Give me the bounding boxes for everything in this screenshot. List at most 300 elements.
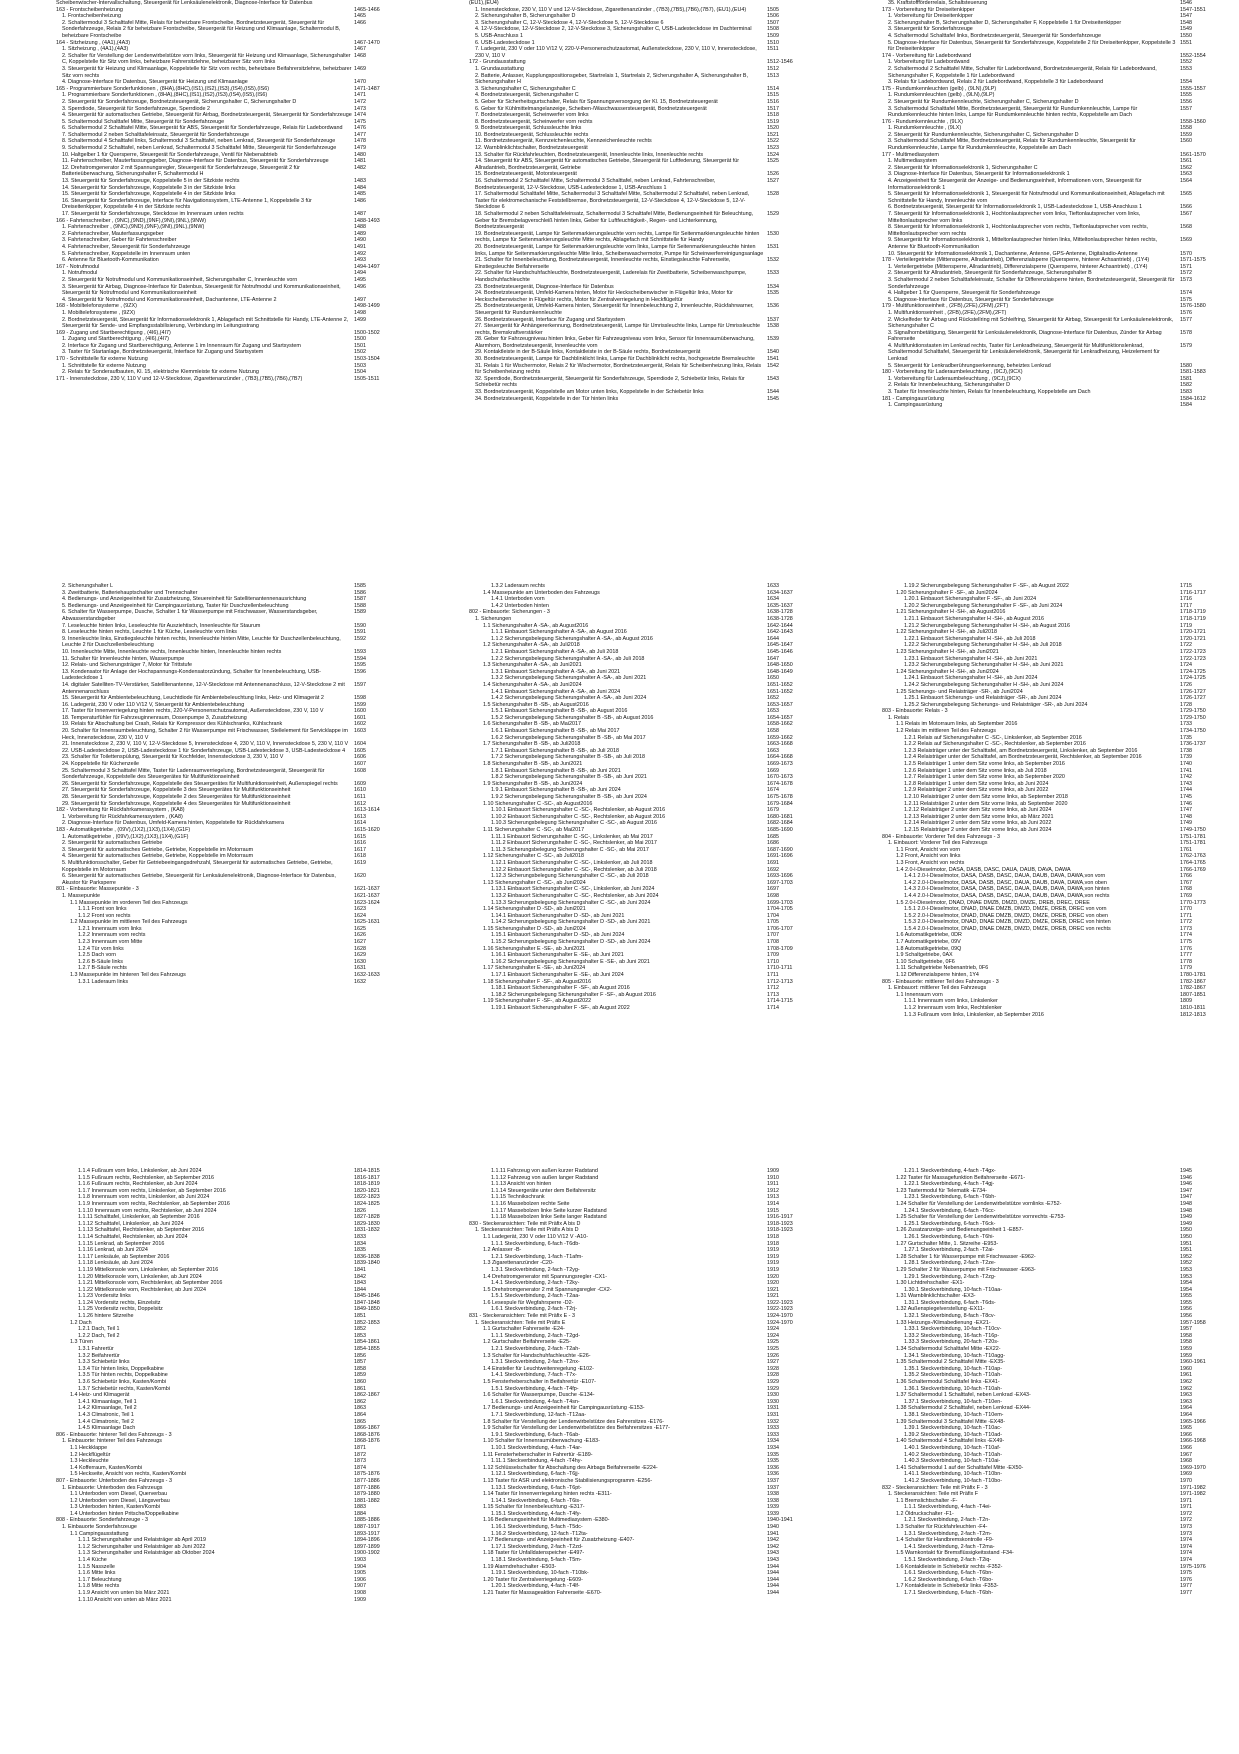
toc-entry — [826, 754, 1236, 761]
toc-entry-title: 171 - Innensteckdose, 230 V, 110 V und 12-V-Steckdose, Zigarettenanzünder , (7B3),(7B5),(7B6),(7B7) — [56, 375, 303, 382]
toc-entry-title: 1.1.12 Fahrzeug von außen langer Radstand — [491, 1174, 599, 1181]
toc-entry — [413, 629, 823, 636]
toc-entry-title: 2. Schaltermodul 3 Schalttafel Mitte, Relais für beheizbare Frontscheibe, Bordnetzsteuergerät, Steuergerät für Sonderfahrzeuge, Relais 2 für beheizbare Frontscheibe, Steuergerät für Heizung und Klimaanlage, Schaltermodul B, beheizbare Frontscheibe — [62, 19, 341, 39]
toc-entry — [413, 1208, 823, 1215]
toc-entry-page: 1568 — [1180, 224, 1192, 231]
toc-entry — [0, 1168, 410, 1175]
toc-entry-title: 1.1.19 Mittelkonsole vorn, Linkslenker, ab September 2016 — [78, 1266, 219, 1273]
toc-entry-page: 1780-1781 — [1180, 972, 1206, 979]
toc-entry-title: 9. Bordnetzsteuergerät, Schlussleuchte links — [475, 125, 582, 132]
toc-entry-page: 1926 — [767, 1352, 779, 1359]
toc-panel-3 — [826, 0, 1236, 570]
toc-entry-title: 179 - Multifunktionseinheit , (2FB),(2FE),(2FM),(2FT) — [882, 303, 1009, 310]
toc-entry-title: 12. Warnblinklichtschalter, Bordnetzsteuergerät — [475, 145, 588, 152]
toc-entry-title: 2. Diagnose-Interface für Datenbus, Umfeld-Kamera hinten, Koppelstelle für Rückfahrkamera — [62, 820, 285, 827]
toc-entry-title: 1. Grundausstattung — [475, 65, 524, 72]
toc-entry — [0, 349, 410, 356]
toc-entry-page: 1971-1982 — [1180, 1484, 1206, 1491]
toc-entry-title: 1.29.1 Steckverbindung, 2-fach -T2zg- — [904, 1273, 996, 1280]
toc-entry-title: 4. Anzeigeeinheit für Steuergerät der Anzeige- und Bedienungseinheit, Informationen vorn, Steuergerät für Informationselektronik 1 — [888, 178, 1142, 191]
toc-entry-page: 1500-1502 — [354, 329, 380, 336]
toc-entry — [413, 834, 823, 841]
toc-entry-page: 1479 — [354, 145, 366, 152]
toc-entry-title: 1. Vorbereitung für Laderaumbeleuchtung , (9CJ),(9CX) — [888, 375, 1021, 382]
toc-entry-page: 1953 — [1180, 1273, 1192, 1280]
toc-entry — [413, 1313, 823, 1320]
toc-entry-page: 1522 — [767, 138, 779, 145]
toc-entry — [826, 237, 1236, 250]
toc-entry-page: 1691-1696 — [767, 853, 793, 860]
toc-entry — [413, 1287, 823, 1294]
toc-entry-title: 1.18.1 Steckverbindung, 5-fach -T5m- — [491, 1557, 582, 1564]
toc-entry-page: 1724-1725 — [1180, 675, 1206, 682]
toc-entry — [413, 794, 823, 801]
toc-entry — [413, 1471, 823, 1478]
toc-entry — [413, 695, 823, 702]
toc-entry — [826, 1359, 1236, 1366]
toc-entry-page: 1648-1649 — [767, 668, 793, 675]
toc-entry-page: 1944 — [767, 1563, 779, 1570]
toc-entry — [413, 1379, 823, 1386]
toc-entry-title: 1.1.23 Vordersitz links — [78, 1293, 131, 1300]
toc-entry-page: 1506 — [767, 13, 779, 20]
toc-entry — [826, 741, 1236, 748]
toc-entry-page: 1947 — [1180, 1187, 1192, 1194]
toc-entry-title: 1.4 Unterboden hinten Pritsche/Doppelkabine — [70, 1510, 179, 1517]
toc-entry — [413, 1194, 823, 1201]
toc-entry-page: 1966 — [1180, 1431, 1192, 1438]
toc-entry-title: 1.6.1 Einbauort Sicherungshalter B -SB-, ab Mai 2017 — [491, 728, 620, 735]
toc-entry — [826, 715, 1236, 722]
toc-entry — [826, 297, 1236, 304]
toc-entry — [826, 1313, 1236, 1320]
toc-entry — [0, 1419, 410, 1426]
toc-entry-page: 1540 — [767, 349, 779, 356]
toc-entry-page: 1922-1923 — [767, 1299, 793, 1306]
toc-entry-page: 1883 — [354, 1504, 366, 1511]
toc-entry-title: 1.13.1 Einbauort Sicherungshalter C -SC-, Linkslenker, ab Juni 2024 — [491, 886, 655, 893]
toc-entry-title: 169 - Zugang und Startberechtigung , (4I6),(4I7) — [56, 329, 171, 336]
toc-entry-title: 1.38.1 Steckverbindung, 10-fach -T10em- — [904, 1411, 1004, 1418]
toc-entry-title: 6. Antenne für Bluetooth-Kommunikation — [62, 257, 159, 264]
toc-entry — [413, 656, 823, 663]
toc-entry-title: 1.1.14 Schalttafel, Rechtslenker, ab Juni 2024 — [78, 1233, 188, 1240]
toc-entry-page: 1650 — [767, 675, 779, 682]
toc-entry — [413, 112, 823, 119]
toc-entry-page: 1729-1750 — [1180, 714, 1206, 721]
toc-entry — [0, 669, 410, 682]
toc-entry-title: 6. Geber für Kühlmittelmangelanzeige, Scheiben-/Waschwassersteuergerät, Bordnetzsteuergerät — [475, 105, 707, 112]
toc-entry — [0, 636, 410, 649]
toc-entry — [0, 224, 410, 231]
toc-entry-page: 1508 — [767, 26, 779, 33]
toc-entry — [0, 20, 410, 40]
toc-entry-title: 1.24.1 Einbauort Sicherungshalter H -SH-, ab Juni 2024 — [904, 675, 1038, 682]
toc-entry-title: 2. Steuergerät für Rundumkennleuchte, Sicherungshalter C, Sicherungshalter D — [888, 131, 1079, 138]
toc-entry — [413, 1524, 823, 1531]
toc-entry-page: 1716 — [1180, 596, 1192, 603]
toc-entry-title: 1.11.2 Einbauort Sicherungshalter C -SC-, Rechtslenker, ab Mai 2017 — [491, 840, 657, 847]
toc-entry-page: 1864 — [354, 1411, 366, 1418]
toc-entry-page: 1975 — [1180, 1570, 1192, 1577]
toc-entry-title: 25. Bordnetzsteuergerät, Umfeld-Kamera hinten, Steuergerät für Innenbeleuchtung 2, Innenleuchte, Rückfahrwarner, Steuergerät für Rundumkennleuchte — [475, 303, 754, 316]
toc-entry-page: 1467-1470 — [354, 39, 380, 46]
toc-entry — [0, 649, 410, 656]
toc-entry — [413, 1339, 823, 1346]
toc-entry-title: 2. Batterie, Anlasser, Kupplungspositionsgeber, Startrelais 1, Startrelais 2, Sicherungshalter A, Sicherungshalter B, Sicherungshalter H — [475, 72, 748, 86]
toc-entry-page: 1962 — [1180, 1385, 1192, 1392]
toc-entry-title: 1.14 Taster für Innenverriegelung hinten rechts -E311- — [483, 1491, 612, 1498]
toc-entry-page: 1744 — [1180, 787, 1192, 794]
toc-entry — [826, 1445, 1236, 1452]
toc-entry — [413, 787, 823, 794]
toc-entry — [826, 1005, 1236, 1012]
toc-entry — [0, 603, 410, 610]
toc-entry-page: 1818-1819 — [354, 1181, 380, 1188]
toc-entry-page: 1713 — [767, 991, 779, 998]
toc-entry-page: 1530 — [767, 230, 779, 237]
toc-entry — [0, 893, 410, 900]
toc-entry-title: 1.13.3 Sicherungsbelegung Sicherungshalter C -SC-, ab Juni 2024 — [491, 899, 651, 906]
toc-entry-page: 1920 — [767, 1280, 779, 1287]
toc-entry-page: 1559 — [1180, 131, 1192, 138]
toc-entry — [826, 1511, 1236, 1518]
toc-entry — [413, 662, 823, 669]
toc-entry-page: 1733 — [1180, 721, 1192, 728]
toc-entry-title: 1.3.1 Fahrertür — [78, 1346, 114, 1353]
toc-entry-title: 1.1 Innenraum vorn — [896, 991, 943, 998]
toc-entry-page: 1547-1551 — [1180, 6, 1206, 13]
toc-entry — [413, 1511, 823, 1518]
toc-entry-title: 1. Frontscheibenheizung — [62, 13, 122, 20]
toc-entry-page: 1572 — [1180, 270, 1192, 277]
toc-entry — [0, 297, 410, 304]
toc-entry — [413, 1234, 823, 1241]
toc-entry-title: 1.1.1 Innenraum vorn links, Linkslenker — [904, 998, 998, 1005]
toc-entry-page: 1974 — [1180, 1550, 1192, 1557]
toc-entry — [413, 616, 823, 623]
toc-entry-title: 8. Bordnetzsteuergerät, Scheinwerfer vorn rechts — [475, 118, 593, 125]
toc-entry — [0, 363, 410, 370]
toc-entry-page: 1782-1867 — [1180, 978, 1206, 985]
toc-entry-title: 1.39.1 Steckverbindung, 10-fach -T10ac- — [904, 1425, 1002, 1432]
toc-entry-title: 1.13 Sicherungshalter C -SC-, ab Juni2024 — [483, 879, 586, 886]
toc-entry-page: 1975-1976 — [1180, 1563, 1206, 1570]
toc-entry-page: 1944 — [767, 1583, 779, 1590]
toc-entry-title: 1.1.2 Innenraum vorn links, Rechtslenker — [904, 1005, 1002, 1011]
toc-entry-title: 1.2 Relais im mittleren Teil des Fahrzeugs — [896, 728, 996, 735]
toc-entry-page: 1977 — [1180, 1583, 1192, 1590]
toc-entry-title: 1.3.4 Tür hinten links, Doppelkabine — [78, 1365, 164, 1372]
toc-panel-2 — [413, 0, 823, 570]
toc-entry-title: 1.5.3 2.0-l-Dieselmotor, DNAD, DNAE DMZB, DMZD, DMZE, DREB, DREC von hinten — [904, 919, 1111, 926]
toc-entry — [0, 702, 410, 709]
toc-entry — [826, 1333, 1236, 1340]
toc-entry-page: 1708-1709 — [767, 945, 793, 952]
toc-entry-page: 1964 — [1180, 1405, 1192, 1412]
toc-entry — [0, 1181, 410, 1188]
toc-entry-page: 1912 — [767, 1187, 779, 1194]
toc-entry-title: 1.40.3 Steckverbindung, 10-fach -T10ai- — [904, 1458, 1001, 1465]
toc-entry — [826, 636, 1236, 643]
toc-entry-title: 1.10.3 Sicherungsbelegung Sicherungshalter C -SC-, ab August 2016 — [491, 820, 658, 827]
toc-entry-page: 1469 — [354, 65, 366, 72]
toc-entry-title: 183 - Automatikgetriebe , (09V),(1X2),(1X3),(1X4),(G1F) — [56, 826, 191, 833]
toc-entry — [413, 1425, 823, 1432]
toc-entry-title: 1.2.1 Steckverbindung, 1-fach -T1afm- — [491, 1253, 583, 1260]
toc-entry-page: 1582 — [1180, 382, 1192, 389]
toc-entry — [826, 1306, 1236, 1313]
toc-entry-page: 1510 — [767, 39, 779, 46]
toc-entry — [0, 741, 410, 748]
toc-entry-title: 3. Zweitbatterie, Batteriehauptschalter und Trennschalter — [62, 589, 198, 596]
toc-entry-page: 1939 — [767, 1510, 779, 1517]
toc-entry-page: 1664-1668 — [767, 754, 793, 761]
toc-entry — [826, 7, 1236, 14]
toc-entry-page: 1612 — [354, 800, 366, 807]
toc-entry — [0, 237, 410, 244]
toc-entry-page: 1918 — [767, 1233, 779, 1240]
toc-entry — [413, 867, 823, 874]
toc-entry-page: 1630 — [354, 958, 366, 965]
toc-entry-page: 1849-1850 — [354, 1306, 380, 1313]
toc-entry-page: 1621-1637 — [354, 886, 380, 893]
toc-entry — [826, 1399, 1236, 1406]
toc-entry-page: 1712-1713 — [767, 978, 793, 985]
toc-entry — [413, 1412, 823, 1419]
toc-entry-title: 1.2.6 B-Säule links — [78, 958, 123, 965]
toc-entry — [413, 290, 823, 303]
toc-entry-page: 1632-1633 — [354, 972, 380, 979]
toc-entry-title: 808 - Einbauorte: Sonderfahrzeuge - 3 — [56, 1517, 149, 1524]
toc-entry — [826, 1339, 1236, 1346]
toc-entry-page: 1974 — [1180, 1537, 1192, 1544]
toc-entry-title: 33. Bordnetzsteuergerät, Koppelstelle am Motor unten links, Koppelstelle in der Schiebetür links — [475, 389, 704, 396]
toc-entry-title: 3. Schaltermodul Schalttafel Mitte, Bordnetzsteuergerät, Relais für Rundumkennleuchte, Steuergerät für Rundumkennleuchte, Lampe für Rundumkennleuchte, Koppelstelle am Dach — [888, 138, 1136, 152]
toc-entry — [0, 728, 410, 741]
toc-entry — [0, 40, 410, 47]
toc-entry-page: 1631 — [354, 965, 366, 972]
toc-entry-page: 1574 — [1180, 290, 1192, 297]
toc-entry — [413, 847, 823, 854]
toc-entry-title: 1. Schnittstelle für externe Nutzung — [62, 362, 146, 369]
toc-entry — [826, 590, 1236, 597]
toc-entry-title: 1.38 Schaltermodul 2 Schalttafel, neben Lenkrad -EX44- — [896, 1405, 1031, 1412]
toc-entry — [826, 369, 1236, 376]
toc-entry-page: 1929 — [767, 1379, 779, 1385]
toc-entry-title: 1. Multifunktionseinheit , (2FB),(2FE),(2FM),(2FT) — [888, 309, 1007, 316]
toc-entry-page: 1519 — [767, 118, 779, 125]
toc-entry-page: 1587 — [354, 596, 366, 603]
toc-entry — [826, 1550, 1236, 1557]
toc-entry-page: 1833 — [354, 1233, 366, 1240]
toc-entry — [826, 926, 1236, 933]
toc-entry — [413, 26, 823, 33]
toc-entry-title: 1.1.8 Mitte rechts — [78, 1583, 120, 1590]
toc-entry-title: 1.2.1 Steckverbindung, 2-fach -T2n- — [904, 1517, 990, 1524]
toc-entry-title: 1.2.5 Relaisträger 1 unter dem Sitz vorne links, ab September 2016 — [904, 761, 1065, 768]
toc-entry-title: 1.2.8 Relaisträger 1 unter dem Sitz vorne links, ab Juni 2024 — [904, 780, 1049, 787]
toc-entry-title: 1.3 Schalter für Rückfahrleuchten -F4- — [896, 1524, 988, 1531]
toc-entry-page: 1909 — [767, 1168, 779, 1174]
toc-entry — [0, 1485, 410, 1492]
toc-entry-page: 1969 — [1180, 1471, 1192, 1478]
toc-entry-page: 1933 — [767, 1425, 779, 1432]
toc-entry-title: 177 - Multimediasystem — [882, 151, 939, 158]
toc-entry-page: 1854-1855 — [354, 1346, 380, 1353]
toc-entry-page: 1515 — [767, 92, 779, 99]
toc-entry-title: 1.19 Sicherungshalter F -SF-, ab August2022 — [483, 998, 592, 1005]
toc-entry-page: 1594 — [354, 655, 366, 662]
toc-entry — [0, 1188, 410, 1195]
toc-entry-title: 1. Innensteckdose, 230 V, 110 V und 12-V-Steckdose, Zigarettenanzünder , (7B3),(7B5),(7B6),(7B7), (EU1),(EU4) — [475, 6, 747, 13]
toc-entry-title: 1.4 Schalter für Handbremskontrolle -F9- — [896, 1537, 994, 1544]
toc-entry-page: 1679 — [767, 807, 779, 814]
toc-entry — [826, 1300, 1236, 1307]
toc-entry — [413, 1405, 823, 1412]
toc-entry — [413, 965, 823, 972]
toc-entry-page: 1915 — [767, 1207, 779, 1214]
toc-entry-title: 1. Rundumkennleuchte , (9LX) — [888, 125, 962, 132]
toc-entry-page: 1533 — [767, 270, 779, 277]
toc-entry-title: 17. Schaltermodul Schalttafel Mitte, Schaltermodul 3 Schalttafel Mitte, Schaltermodul 2 Schalttafel, neben Lenkrad, Taster für elektromechanische Feststellbremse, Bordnetzsteuergerät, 12-V-Steckdose 4, 12-V-Steckdose 5, 12-V-Steckdose 6 — [475, 191, 750, 211]
toc-entry-page: 1626 — [354, 932, 366, 939]
toc-entry-page: 1485 — [354, 191, 366, 198]
toc-entry — [0, 768, 410, 781]
toc-entry-page: 1548 — [1180, 19, 1192, 26]
toc-entry-title: 28. Geber für Fahrzeugniveau hinten links, Geber für Fahrzeugniveau vorn links, Sensor für Innenraumüberwachung, Alarmhorn, Bordnetzsteuergerät, Innenleuchte vorn — [475, 336, 755, 349]
toc-entry — [826, 979, 1236, 986]
toc-entry — [0, 1392, 410, 1399]
toc-entry-page: 1924 — [767, 1326, 779, 1333]
toc-entry — [413, 636, 823, 643]
toc-entry-title: 1.4.2 Sicherungsbelegung Sicherungshalter A -SA-, ab Juni 2024 — [491, 695, 647, 702]
toc-entry — [826, 125, 1236, 132]
toc-entry — [413, 323, 823, 336]
toc-entry — [0, 919, 410, 926]
toc-entry-title: 1.16 Bedienungseinheit für Multimediasystem -E380- — [483, 1517, 610, 1524]
toc-entry-page: 1638-1728 — [767, 609, 793, 616]
toc-entry-title: 1.2.3 Relaisträger unter der Schalttafel, am Bordnetzsteuergerät, Linkslenker, ab September 2016 — [904, 747, 1138, 754]
toc-entry-title: 1.2 Gurtschalter Beifahrerseite -E25- — [483, 1339, 571, 1346]
toc-entry — [413, 768, 823, 775]
toc-entry-title: 1.1.15 Lenkrad, ab September 2016 — [78, 1240, 165, 1247]
toc-entry-page: 1965-1966 — [1180, 1418, 1206, 1425]
toc-entry-page: 1836-1838 — [354, 1253, 380, 1260]
toc-entry-page: 1579 — [1180, 342, 1192, 349]
toc-entry-page: 1925 — [767, 1339, 779, 1346]
toc-entry-title: 19. Bordnetzsteuergerät, Lampe für Seitenmarkierungsleuchte vorn rechts, Lampe für Seitenmarkierungsleuchte hinten rechts, Lampe für Seitenmarkierungsleuchte Mitte rechts, Ablagefach mit Schnittstelle für Handy — [475, 230, 760, 244]
toc-entry-title: 9. Innenleuchte links, Einstiegsleuchte hinten rechts, Innenleuchte hinten Mitte, Leuchte für Duschzellenbeleuchtung, Leuchte 2 für Duschzellenbeleuchtung — [62, 635, 341, 649]
toc-entry — [413, 125, 823, 132]
toc-entry-title: 1.6.2 Sicherungsbelegung Sicherungshalter B -SB-, ab Mai 2017 — [491, 734, 646, 741]
toc-entry-title: 15. Steuergerät für Sonderfahrzeuge, Koppelstelle 4 in der Sitzkiste links — [62, 191, 236, 198]
toc-entry-page: 1472 — [354, 98, 366, 105]
toc-entry — [0, 959, 410, 966]
toc-panel-7 — [0, 1168, 410, 1738]
toc-entry-page: 1930 — [767, 1398, 779, 1405]
toc-entry-title: 1.13.1 Steckverbindung, 6-fach -T6pt- — [491, 1484, 582, 1491]
toc-entry-page: 1520 — [767, 125, 779, 132]
toc-entry — [0, 1247, 410, 1254]
toc-entry-page: 1954 — [1180, 1286, 1192, 1293]
toc-entry — [826, 396, 1236, 403]
toc-entry — [413, 40, 823, 47]
toc-entry — [826, 814, 1236, 821]
toc-entry — [413, 820, 823, 827]
toc-entry-page: 1588 — [354, 602, 366, 609]
toc-entry — [0, 596, 410, 603]
toc-entry-page: 1483 — [354, 178, 366, 185]
toc-entry-page: 1877-1886 — [354, 1477, 380, 1484]
toc-entry-page: 1856 — [354, 1352, 366, 1359]
toc-entry — [826, 99, 1236, 106]
toc-entry-page: 1525 — [767, 158, 779, 165]
toc-entry-title: 34. Bordnetzsteuergerät, Koppelstelle in der Tür hinten links — [475, 395, 619, 402]
toc-entry — [826, 1458, 1236, 1465]
toc-entry — [413, 603, 823, 610]
toc-entry-title: 1.4.3 2.0-l-Dieselmotor, DASA, DASB, DASC, DAUA, DAUB, DAVA, DAWA,von hinten — [904, 886, 1110, 893]
toc-entry-page: 1710 — [767, 958, 779, 965]
toc-entry — [826, 1498, 1236, 1505]
toc-entry — [413, 1419, 823, 1426]
toc-entry-page: 1844 — [354, 1286, 366, 1293]
toc-entry — [0, 198, 410, 211]
toc-entry-title: 5. Geber für Sicherheitsgurtschalter, Relais für Spannungsversorgung der Kl. 15, Bordnetzsteuergerät — [475, 98, 718, 105]
toc-entry-title: 1.4.3 Climatronic, Teil 1 — [78, 1411, 134, 1418]
toc-entry — [826, 1452, 1236, 1459]
toc-entry — [0, 92, 410, 99]
toc-entry — [0, 1313, 410, 1320]
toc-entry — [0, 801, 410, 808]
toc-entry-title: 1.2.3 Innenraum vorn Mitte — [78, 939, 143, 946]
toc-entry — [826, 860, 1236, 867]
toc-entry-title: 1.2.2 Relais auf Sicherungshalter C -SC-, Rechtslenker, ab September 2016 — [904, 741, 1086, 748]
toc-entry-title: 5. Multifunktionsschalter, Geber für Getriebeeingangsdrehzahl, Steuergerät für automatisches Getriebe, Getriebe, Koppelstelle im Motorraum — [62, 859, 333, 873]
toc-entry — [826, 53, 1236, 60]
toc-entry-title: 24. Bordnetzsteuergerät, Umfeld-Kamera hinten, Motor für Heckscheibenwischer in Flügeltür links, Motor für Heckscheibenwischer in Flügeltür rechts, Motor für Zentralverriegelung in Heckflügeltür — [475, 290, 733, 303]
toc-entry-title: 1.12.2 Einbauort Sicherungshalter C -SC-, Rechtslenker, ab Juli 2018 — [491, 866, 657, 873]
toc-entry — [413, 893, 823, 900]
toc-entry-title: 1.26 Zusatzanzeige- und Bedienungseinheit 1 -E857- — [896, 1227, 1024, 1234]
toc-entry — [0, 185, 410, 192]
toc-entry-title: 1.1.11 Fahrzeug von außen kurzer Radstand — [491, 1168, 598, 1174]
toc-entry — [413, 853, 823, 860]
toc-entry-page: 1542 — [767, 362, 779, 369]
toc-entry — [826, 787, 1236, 794]
toc-entry-page: 1685 — [767, 833, 779, 840]
toc-entry-title: 1.22.1 Einbauort Sicherungshalter H -SH-, ab Juli 2018 — [904, 635, 1036, 642]
toc-entry-title: 4. 12-V-Steckdose, 12-V-Steckdose 2, 12-V-Steckdose 3, Sicherungshalter C, USB-Ladesteckdose im Dachterminal — [475, 26, 752, 33]
toc-entry-title: 7. Schaltermodul 2 neben Schalttafeleinsatz, Steuergerät für Sonderfahrzeuge — [62, 131, 249, 138]
toc-entry-title: 832 - Steckeransichten: Teile mit Präfix F - 3 — [882, 1484, 988, 1491]
toc-entry-title: 1.34.1 Steckverbindung, 10-fach -T10agg- — [904, 1352, 1005, 1359]
toc-entry-title: 3. Steuergerät für automatisches Getriebe, Getriebe, Koppelstelle im Motorraum — [62, 846, 254, 853]
toc-entry — [826, 616, 1236, 623]
toc-entry-page: 1516 — [767, 98, 779, 105]
toc-entry-page: 1728 — [1180, 701, 1192, 708]
toc-entry — [413, 1557, 823, 1564]
toc-entry-title: 1.2 Anlasser -B- — [483, 1247, 522, 1254]
toc-entry-title: Scheibenwischer-Intervallschaltung, Steuergerät für Lenksäulenelektronik, Diagnose-Interface für Datenbus — [56, 0, 313, 6]
toc-entry-page: 1583 — [1180, 389, 1192, 396]
toc-entry-page: 1950 — [1180, 1227, 1192, 1234]
toc-entry-page: 1766 — [1180, 873, 1192, 880]
toc-entry-title: 1.3.7 Schiebetür rechts, Kasten/Kombi — [78, 1385, 170, 1392]
toc-entry-page: 1958 — [1180, 1332, 1192, 1339]
toc-entry-page: 1746 — [1180, 800, 1192, 807]
toc-entry — [0, 112, 410, 119]
